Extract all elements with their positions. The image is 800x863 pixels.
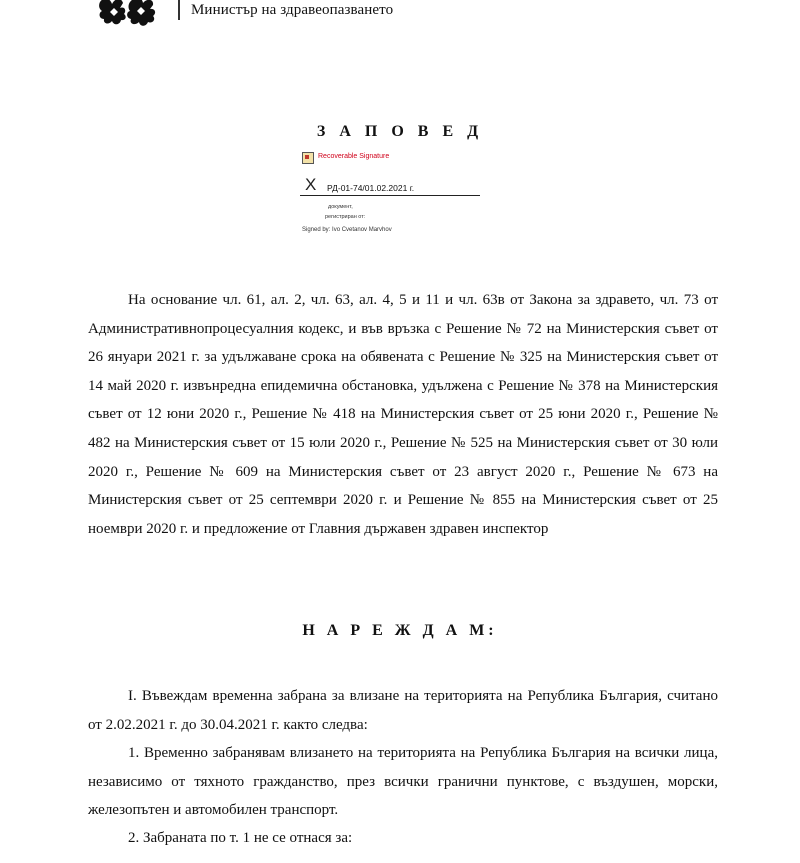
signature-warning-icon: [302, 152, 314, 164]
order-item-1-1: 1. Временно забранявам влизането на територията на Република България на всички лица, независимо от тяхното гражданство, през всички гранични пунктове, с въздушен, морски, железопътен и автомобилен транспорт.: [88, 745, 718, 819]
signature-meta-line-2: регистриран от:: [325, 214, 366, 220]
signature-mark: X: [305, 175, 317, 194]
order-item-1-2: 2. Забраната по т. 1 не се отнася за:: [128, 830, 353, 846]
order-item-1: I. Въвеждам временна забрана за влизане на територията на Република България, считано от 2.02.2021 г. до 30.04.2021 г. както следва:: [88, 688, 718, 733]
signed-by: Signed by: Ivo Cvetanov Marvhov: [302, 227, 392, 233]
signature-line: [300, 195, 480, 196]
order-heading: Н А Р Е Ж Д А М:: [302, 622, 498, 639]
signature-meta-line-1: документ,: [328, 204, 353, 210]
document-title: З А П О В Е Д: [316, 123, 484, 140]
ministry-name: Министър на здравеопазването: [191, 2, 394, 18]
digital-signature[interactable]: [300, 150, 500, 240]
header-divider: [178, 0, 180, 20]
signature-status: Recoverable Signature: [318, 153, 390, 160]
coat-of-arms-icon: [96, 0, 168, 34]
registration-number: РД-01-74/01.02.2021 г.: [327, 183, 415, 193]
legal-basis-paragraph: На основание чл. 61, ал. 2, чл. 63, ал. 4, 5 и 11 и чл. 63в от Закона за здравето, чл. 73 от Административнопроцесуалния кодекс, и във връзка с Решение № 72 на Министерския съвет от 26 януари 2021 г. за удължаване срока на обявената с Решение № 325 на Министерския съвет от 14 май 2020 г. извънредна епидемична обстановка, удължена с Решение № 378 на Министерския съвет от 12 юни 2020 г., Решение № 418 на Министерския съвет от 25 юни 2020 г., Решение № 482 на Министерския съвет от 15 юли 2020 г., Решение № 525 на Министерския съвет от 30 юли 2020 г., Решение № 609 на Министерския съвет от 23 август 2020 г., Решение № 673 на Министерския съвет от 25 септември 2020 г. и Решение № 855 на Министерския съвет от 25 ноември 2020 г. и предложение от Главния държавен здравен инспектор: [88, 292, 718, 537]
letterhead: [96, 0, 696, 40]
